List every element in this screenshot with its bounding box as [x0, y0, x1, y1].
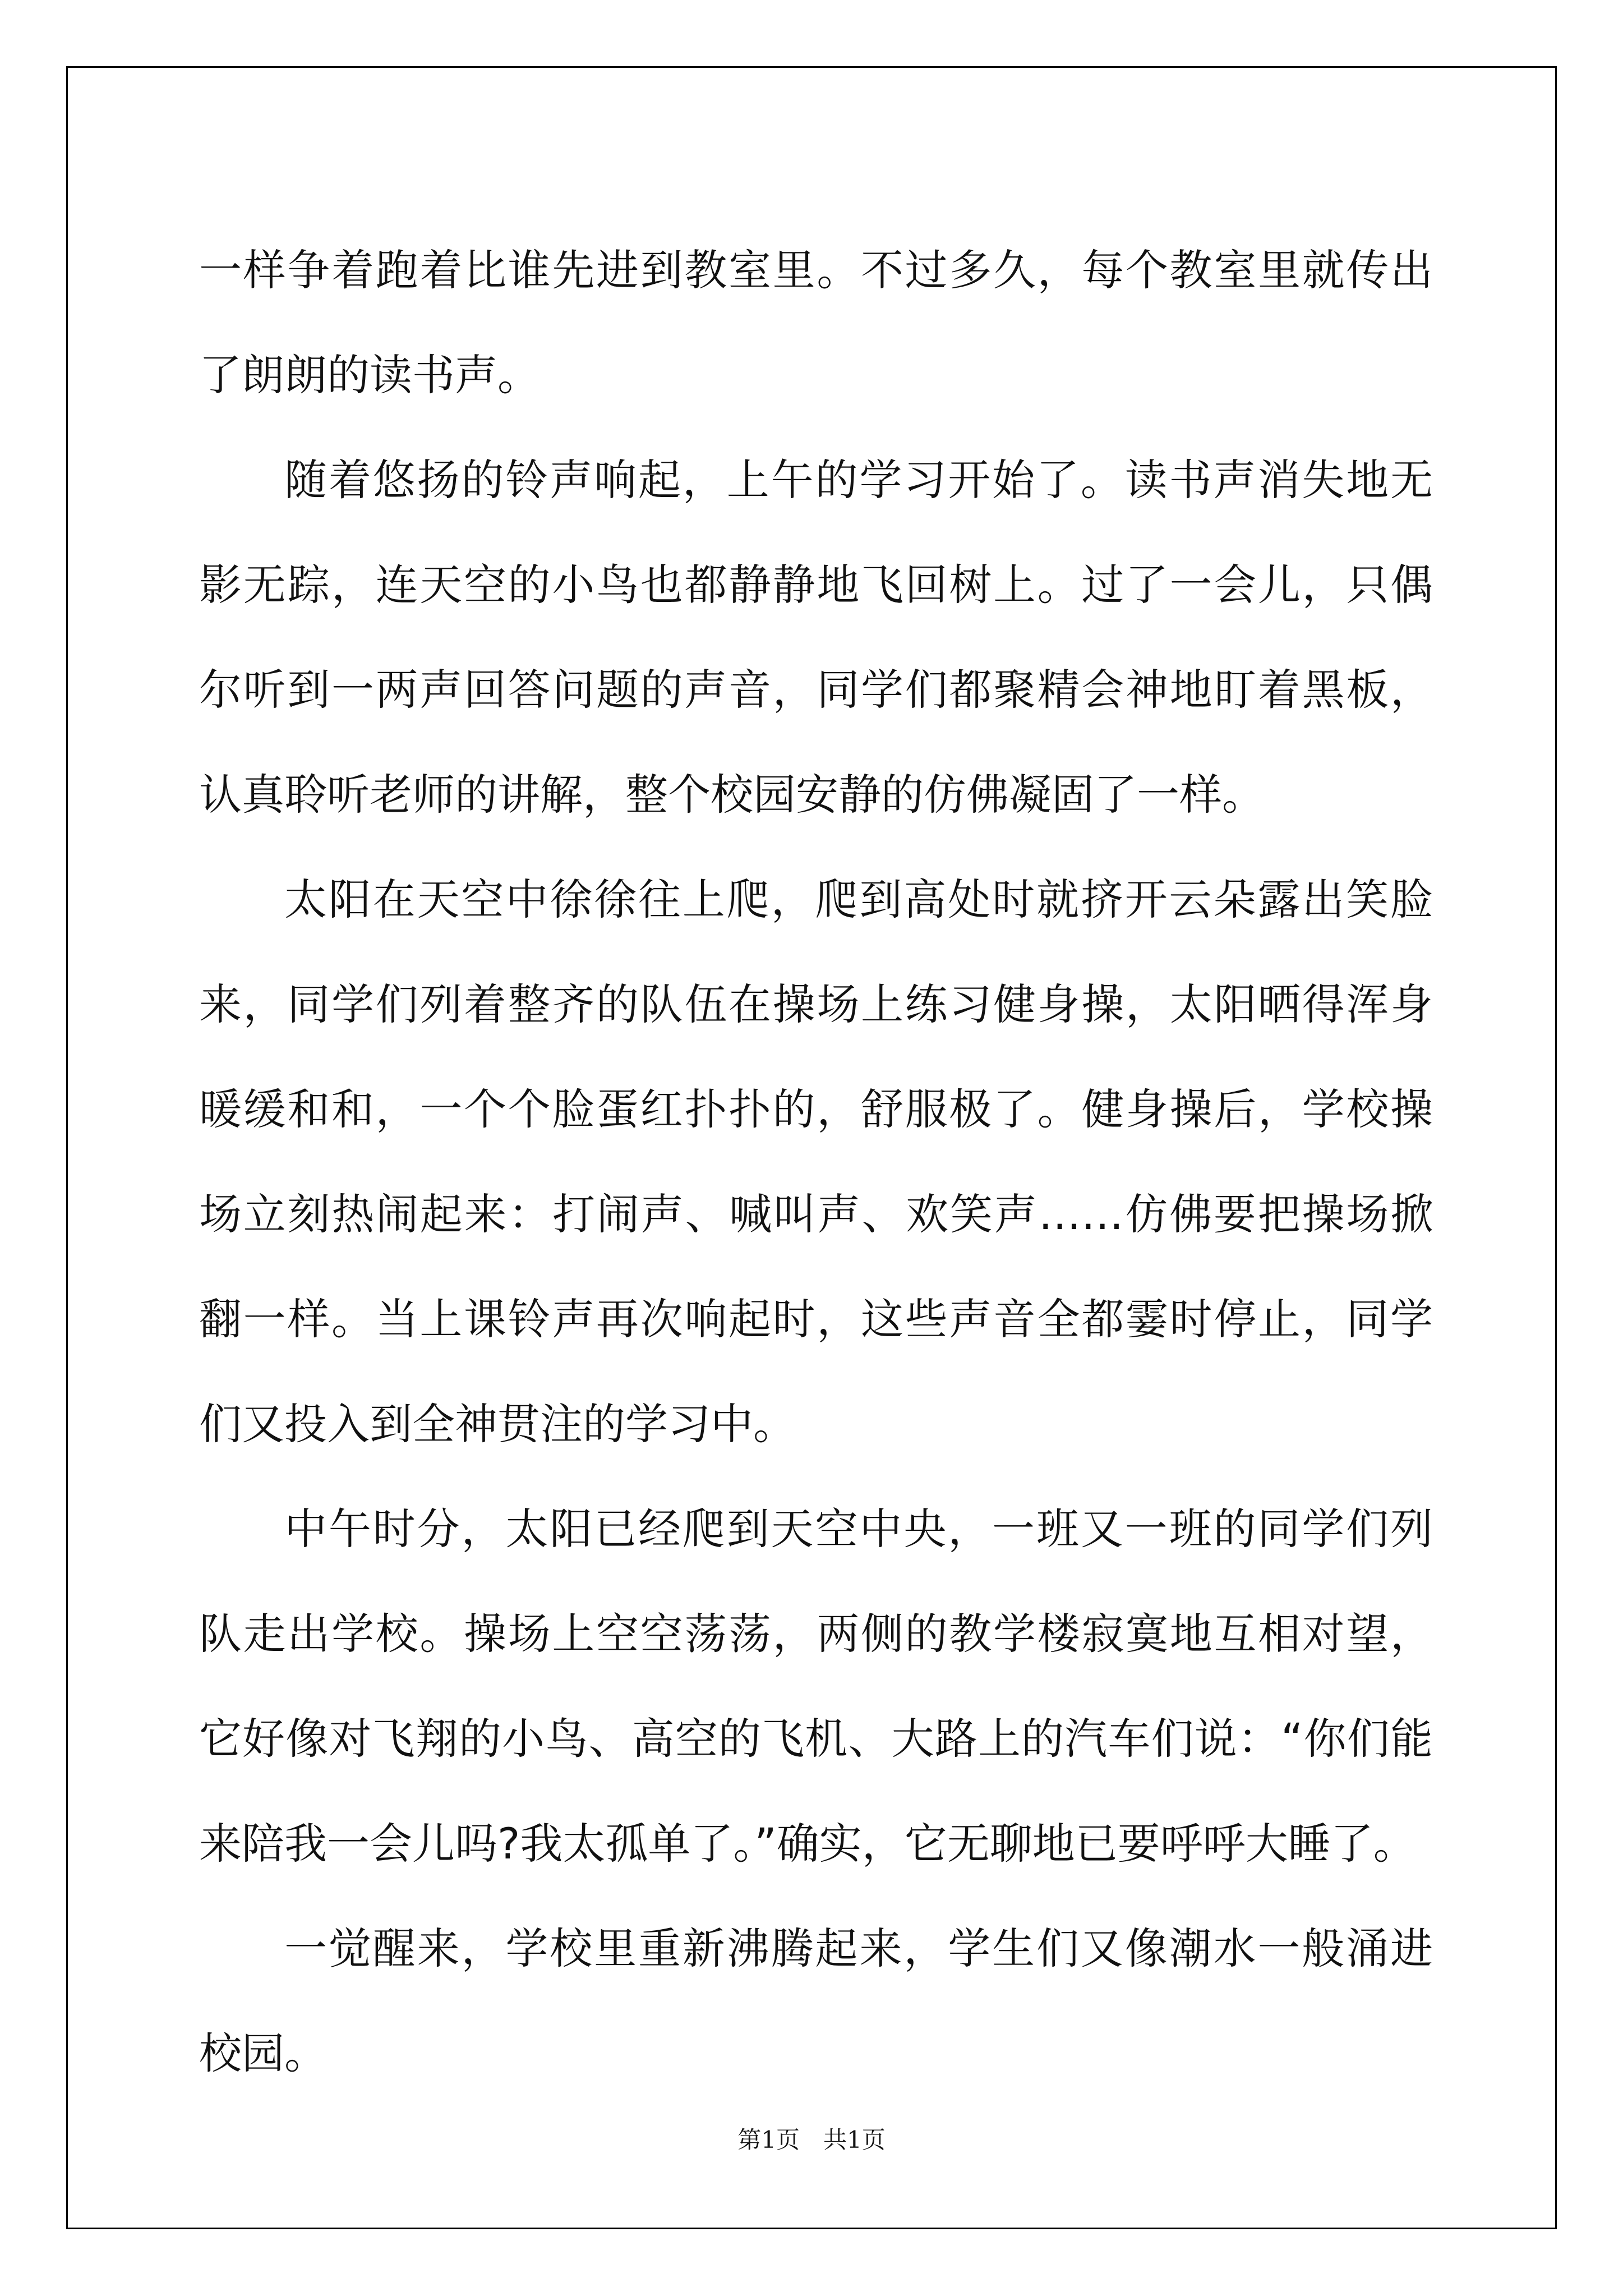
paragraph-3: 太阳在天空中徐徐往上爬，爬到高处时就挤开云朵露出笑脸来，同学们列着整齐的队伍在操场上练习健身操，太阳晒得浑身暖缓和和，一个个脸蛋红扑扑的，舒服极了。健身操后，学校操场立刻热闹起来：打闹声、喊叫声、欢笑声……仿佛要把操场掀翻一样。当上课铃声再次响起时，这些声音全都霎时停止，同学们又投入到全神贯注的学习中。 [199, 875, 1433, 1449]
document-body [199, 218, 1433, 2106]
paragraph-4: 中午时分，太阳已经爬到天空中央，一班又一班的同学们列队走出学校。操场上空空荡荡，两侧的教学楼寂寞地互相对望，它好像对飞翔的小鸟、高空的飞机、大路上的汽车们说：“你们能来陪我一会儿吗?我太孤单了。”确实，它无聊地已要呼呼大睡了。 [199, 1504, 1433, 1869]
paragraph-1: 一样争着跑着比谁先进到教室里。不过多久，每个教室里就传出了朗朗的读书声。 [199, 245, 1433, 400]
paragraph-2: 随着悠扬的铃声响起，上午的学习开始了。读书声消失地无影无踪，连天空的小鸟也都静静地飞回树上。过了一会儿，只偶尔听到一两声回答问题的声音，同学们都聚精会神地盯着黑板，认真聆听老师的讲解，整个校园安静的仿佛凝固了一样。 [199, 455, 1433, 820]
paragraph-5: 一觉醒来，学校里重新沸腾起来，学生们又像潮水一般涌进校园。 [199, 1924, 1433, 2078]
page-number-footer: 第1页 共1页 [737, 2126, 886, 2154]
